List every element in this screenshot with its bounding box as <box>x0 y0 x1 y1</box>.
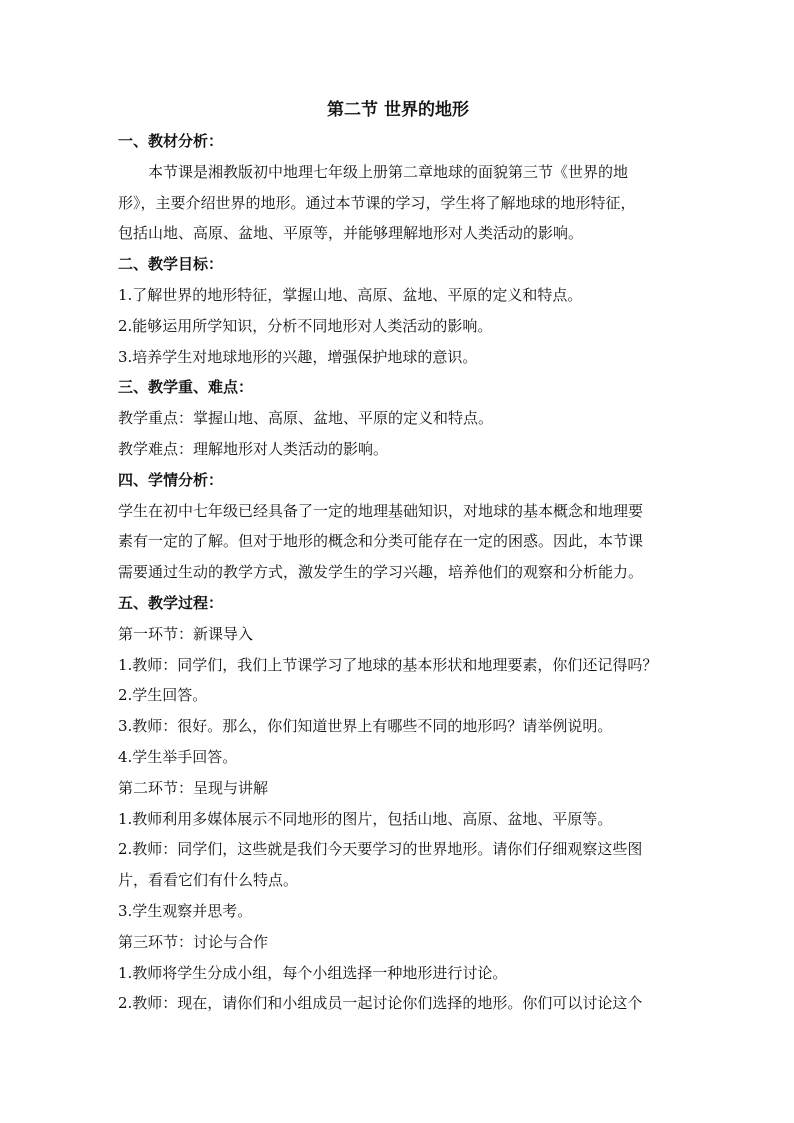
document-content <box>118 96 678 1019</box>
paragraph-line: 教学难点：理解地形对人类活动的影响。 <box>118 439 389 458</box>
paragraph-line: 第一环节：新课导入 <box>118 624 254 643</box>
section-heading: 二、教学目标： <box>118 255 224 274</box>
document-body <box>118 126 678 1019</box>
paragraph-line: 片，看看它们有什么特点。 <box>118 871 299 890</box>
page-title: 第二节 世界的地形 <box>327 100 469 120</box>
paragraph-line: 本节课是湘教版初中地理七年级上册第二章地球的面貌第三节《世界的地 <box>148 162 629 181</box>
paragraph-line: 第三环节：讨论与合作 <box>118 932 269 951</box>
paragraph-line: 1.教师将学生分成小组，每个小组选择一种地形进行讨论。 <box>118 963 508 982</box>
paragraph-line: 需要通过生动的教学方式，激发学生的学习兴趣，培养他们的观察和分析能力。 <box>118 563 644 582</box>
paragraph-line: 包括山地、高原、盆地、平原等，并能够理解地形对人类活动的影响。 <box>118 224 584 243</box>
paragraph-line: 教学重点：掌握山地、高原、盆地、平原的定义和特点。 <box>118 409 494 428</box>
section-heading: 四、学情分析： <box>118 470 224 489</box>
paragraph-line: 2.教师：同学们，这些就是我们今天要学习的世界地形。请你们仔细观察这些图 <box>118 840 643 859</box>
paragraph-line: 3.培养学生对地球地形的兴趣，增强保护地球的意识。 <box>118 347 478 366</box>
paragraph-line: 2.教师：现在，请你们和小组成员一起讨论你们选择的地形。你们可以讨论这个 <box>118 994 643 1013</box>
paragraph-line: 形》，主要介绍世界的地形。通过本节课的学习，学生将了解地球的地形特征， <box>118 193 636 212</box>
paragraph-line: 3.学生观察并思考。 <box>118 901 253 920</box>
section-heading: 一、教材分析： <box>118 132 224 150</box>
paragraph-line: 4.学生举手回答。 <box>118 747 238 766</box>
paragraph-line: 2.能够运用所学知识，分析不同地形对人类活动的影响。 <box>118 316 493 335</box>
section-heading: 三、教学重、难点： <box>118 378 254 397</box>
paragraph-line: 1.教师利用多媒体展示不同地形的图片，包括山地、高原、盆地、平原等。 <box>118 809 613 828</box>
paragraph-line: 素有一定的了解。但对于地形的概念和分类可能存在一定的困惑。因此，本节课 <box>118 532 644 551</box>
paragraph-line: 1.了解世界的地形特征，掌握山地、高原、盆地、平原的定义和特点。 <box>118 285 583 304</box>
paragraph-line: 第二环节：呈现与讲解 <box>118 778 269 797</box>
paragraph-line: 3.教师：很好。那么，你们知道世界上有哪些不同的地形吗？请举例说明。 <box>118 717 613 736</box>
paragraph-line: 1.教师：同学们，我们上节课学习了地球的基本形状和地理要素，你们还记得吗？ <box>118 655 658 674</box>
paragraph-line: 2.学生回答。 <box>118 686 208 705</box>
section-heading: 五、教学过程： <box>118 593 224 612</box>
paragraph-line: 学生在初中七年级已经具备了一定的地理基础知识，对地球的基本概念和地理要 <box>118 501 644 520</box>
